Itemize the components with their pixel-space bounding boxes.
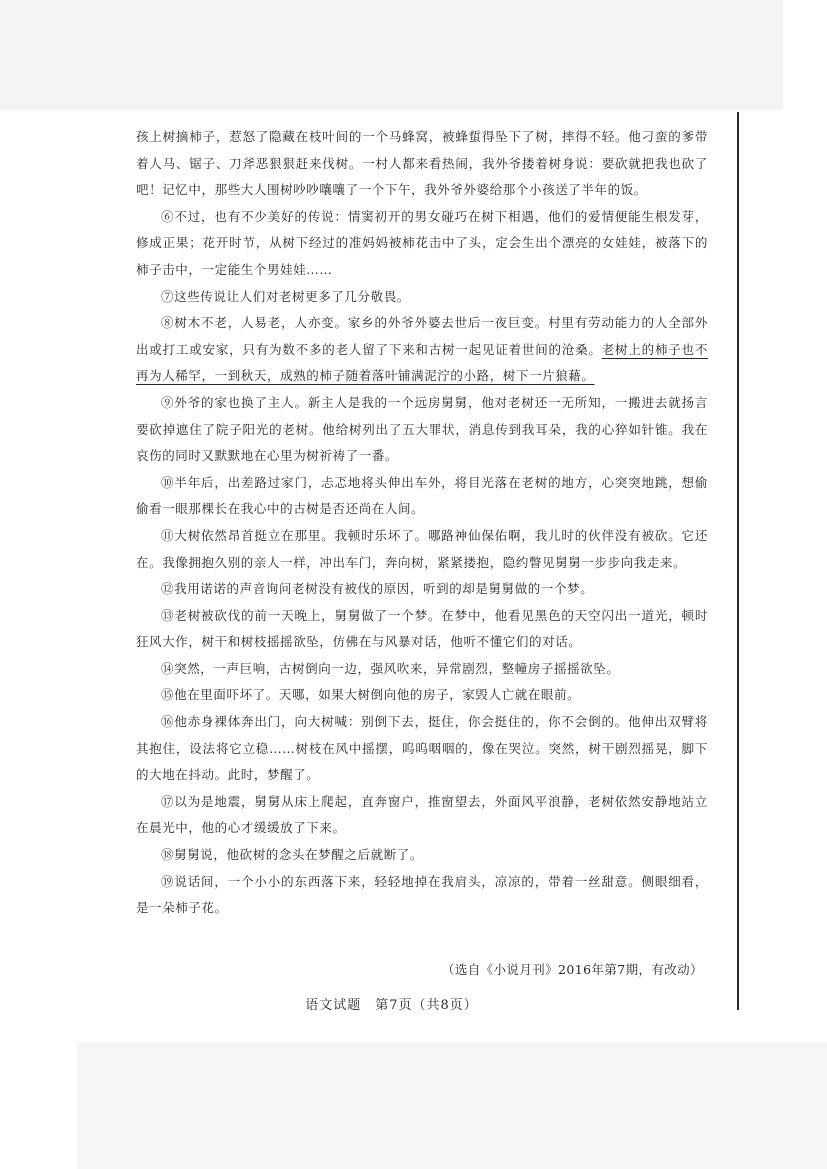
paragraph-9: ⑨外爷的家也换了主人。新主人是我的一个远房舅舅，他对老树还一无所知，一搬进去就扬言要砍掉遮住了院子阳光的老树。他给树列出了五大罪状，消息传到我耳朵，我的心猝如针锥。我在哀伤的同时又默默地在心里为树祈祷了一番。 — [136, 394, 708, 464]
paragraph-14: ⑭突然，一声巨响，古树倒向一边，强风吹来，异常剧烈，整幢房子摇摇欲坠。 — [161, 660, 620, 676]
scan-border-top — [0, 0, 783, 110]
paragraph-5-continued: 孩上树摘柿子，惹怒了隐藏在枝叶间的一个马蜂窝，被蜂蜇得坠下了树，摔得不轻。他刁蛮的爹带着人马、锯子、刀斧恶狠狠赶来伐树。一村人都来看热闹，我外爷搂着树身说：要砍就把我也砍了吧！记忆中，那些大人围树吵吵嚷嚷了一个下午，我外爷外婆给那个小孩送了半年的饭。 — [136, 129, 708, 198]
underlined-sentence: 老树上的柿子也不再为人稀罕，一到秋天，成熟的柿子随着落叶铺满泥泞的小路，树下一片狼藉。 — [136, 341, 708, 384]
scan-border-bottom — [77, 1042, 827, 1169]
paragraph-13: ⑬老树被砍伐的前一天晚上，舅舅做了一个梦。在梦中，他看见黑色的天空闪出一道光，顿时狂风大作，树干和树枝摇摇欲坠，仿佛在与风暴对话，他听不懂它们的对话。 — [136, 607, 708, 650]
paragraph-11: ⑪大树依然昂首挺立在那里。我顿时乐坏了。哪路神仙保佑啊，我儿时的伙伴没有被砍。它还在。我像拥抱久别的亲人一样，冲出车门，奔向树，紧紧搂抱，隐约瞥见舅舅一步步向我走来。 — [136, 527, 708, 570]
paragraph-16: ⑯他赤身裸体奔出门，向大树喊：别倒下去，挺住，你会挺住的，你不会倒的。他伸出双臂将其抱住，设法将它立稳……树枝在风中摇摆，呜呜咽咽的，像在哭泣。突然，树干剧烈摇晃，脚下的大地在抖动。此时，梦醒了。 — [136, 714, 708, 783]
margin-rule — [737, 112, 739, 1010]
paragraph-18: ⑱舅舅说，他砍树的念头在梦醒之后就断了。 — [161, 847, 424, 863]
paragraph-8: ⑧树木不老，人易老，人亦变。家乡的外爷外婆去世后一夜巨变。村里有劳动能力的人全部外出或打工或安家，只有为数不多的老人留了下来和古树一起见证着世间的沧桑。老树上的柿子也不再为人稀罕，一到秋天，成熟的柿子随着落叶铺满泥泞的小路，树下一片狼藉。 — [136, 315, 708, 384]
paragraph-15: ⑮他在里面吓坏了。天哪，如果大树倒向他的房子，家毁人亡就在眼前。 — [161, 687, 581, 703]
article-source: （选自《小说月刊》2016年第7期，有改动） — [441, 962, 703, 977]
article-body — [136, 124, 708, 922]
paragraph-7: ⑦这些传说让人们对老树更多了几分敬畏。 — [161, 288, 410, 304]
paragraph-17: ⑰以为是地震，舅舅从床上爬起，直奔窗户，推窗望去，外面风平浪静，老树依然安静地站立在晨光中，他的心才缓缓放了下来。 — [136, 793, 708, 836]
paragraph-19: ⑲说话间，一个小小的东西落下来，轻轻地掉在我肩头，凉凉的，带着一丝甜意。侧眼细看，是一朵柿子花。 — [136, 873, 708, 916]
page-footer: 语文试题 第7页（共8页） — [305, 998, 478, 1013]
paragraph-12: ⑫我用诺诺的声音询问老树没有被伐的原因，听到的却是舅舅做的一个梦。 — [161, 581, 594, 597]
paragraph-6: ⑥不过，也有不少美好的传说：情窦初开的男女碰巧在树下相遇，他们的爱情便能生根发芽，修成正果；花开时节，从树下经过的准妈妈被柿花击中了头，定会生出个漂亮的女娃娃，被落下的柿子击中，一定能生个男娃娃…… — [136, 208, 708, 277]
paragraph-10: ⑩半年后，出差路过家门，忐忑地将头伸出车外，将目光落在老树的地方，心突突地跳，想偷偷看一眼那棵长在我心中的古树是否还尚在人间。 — [136, 474, 708, 517]
